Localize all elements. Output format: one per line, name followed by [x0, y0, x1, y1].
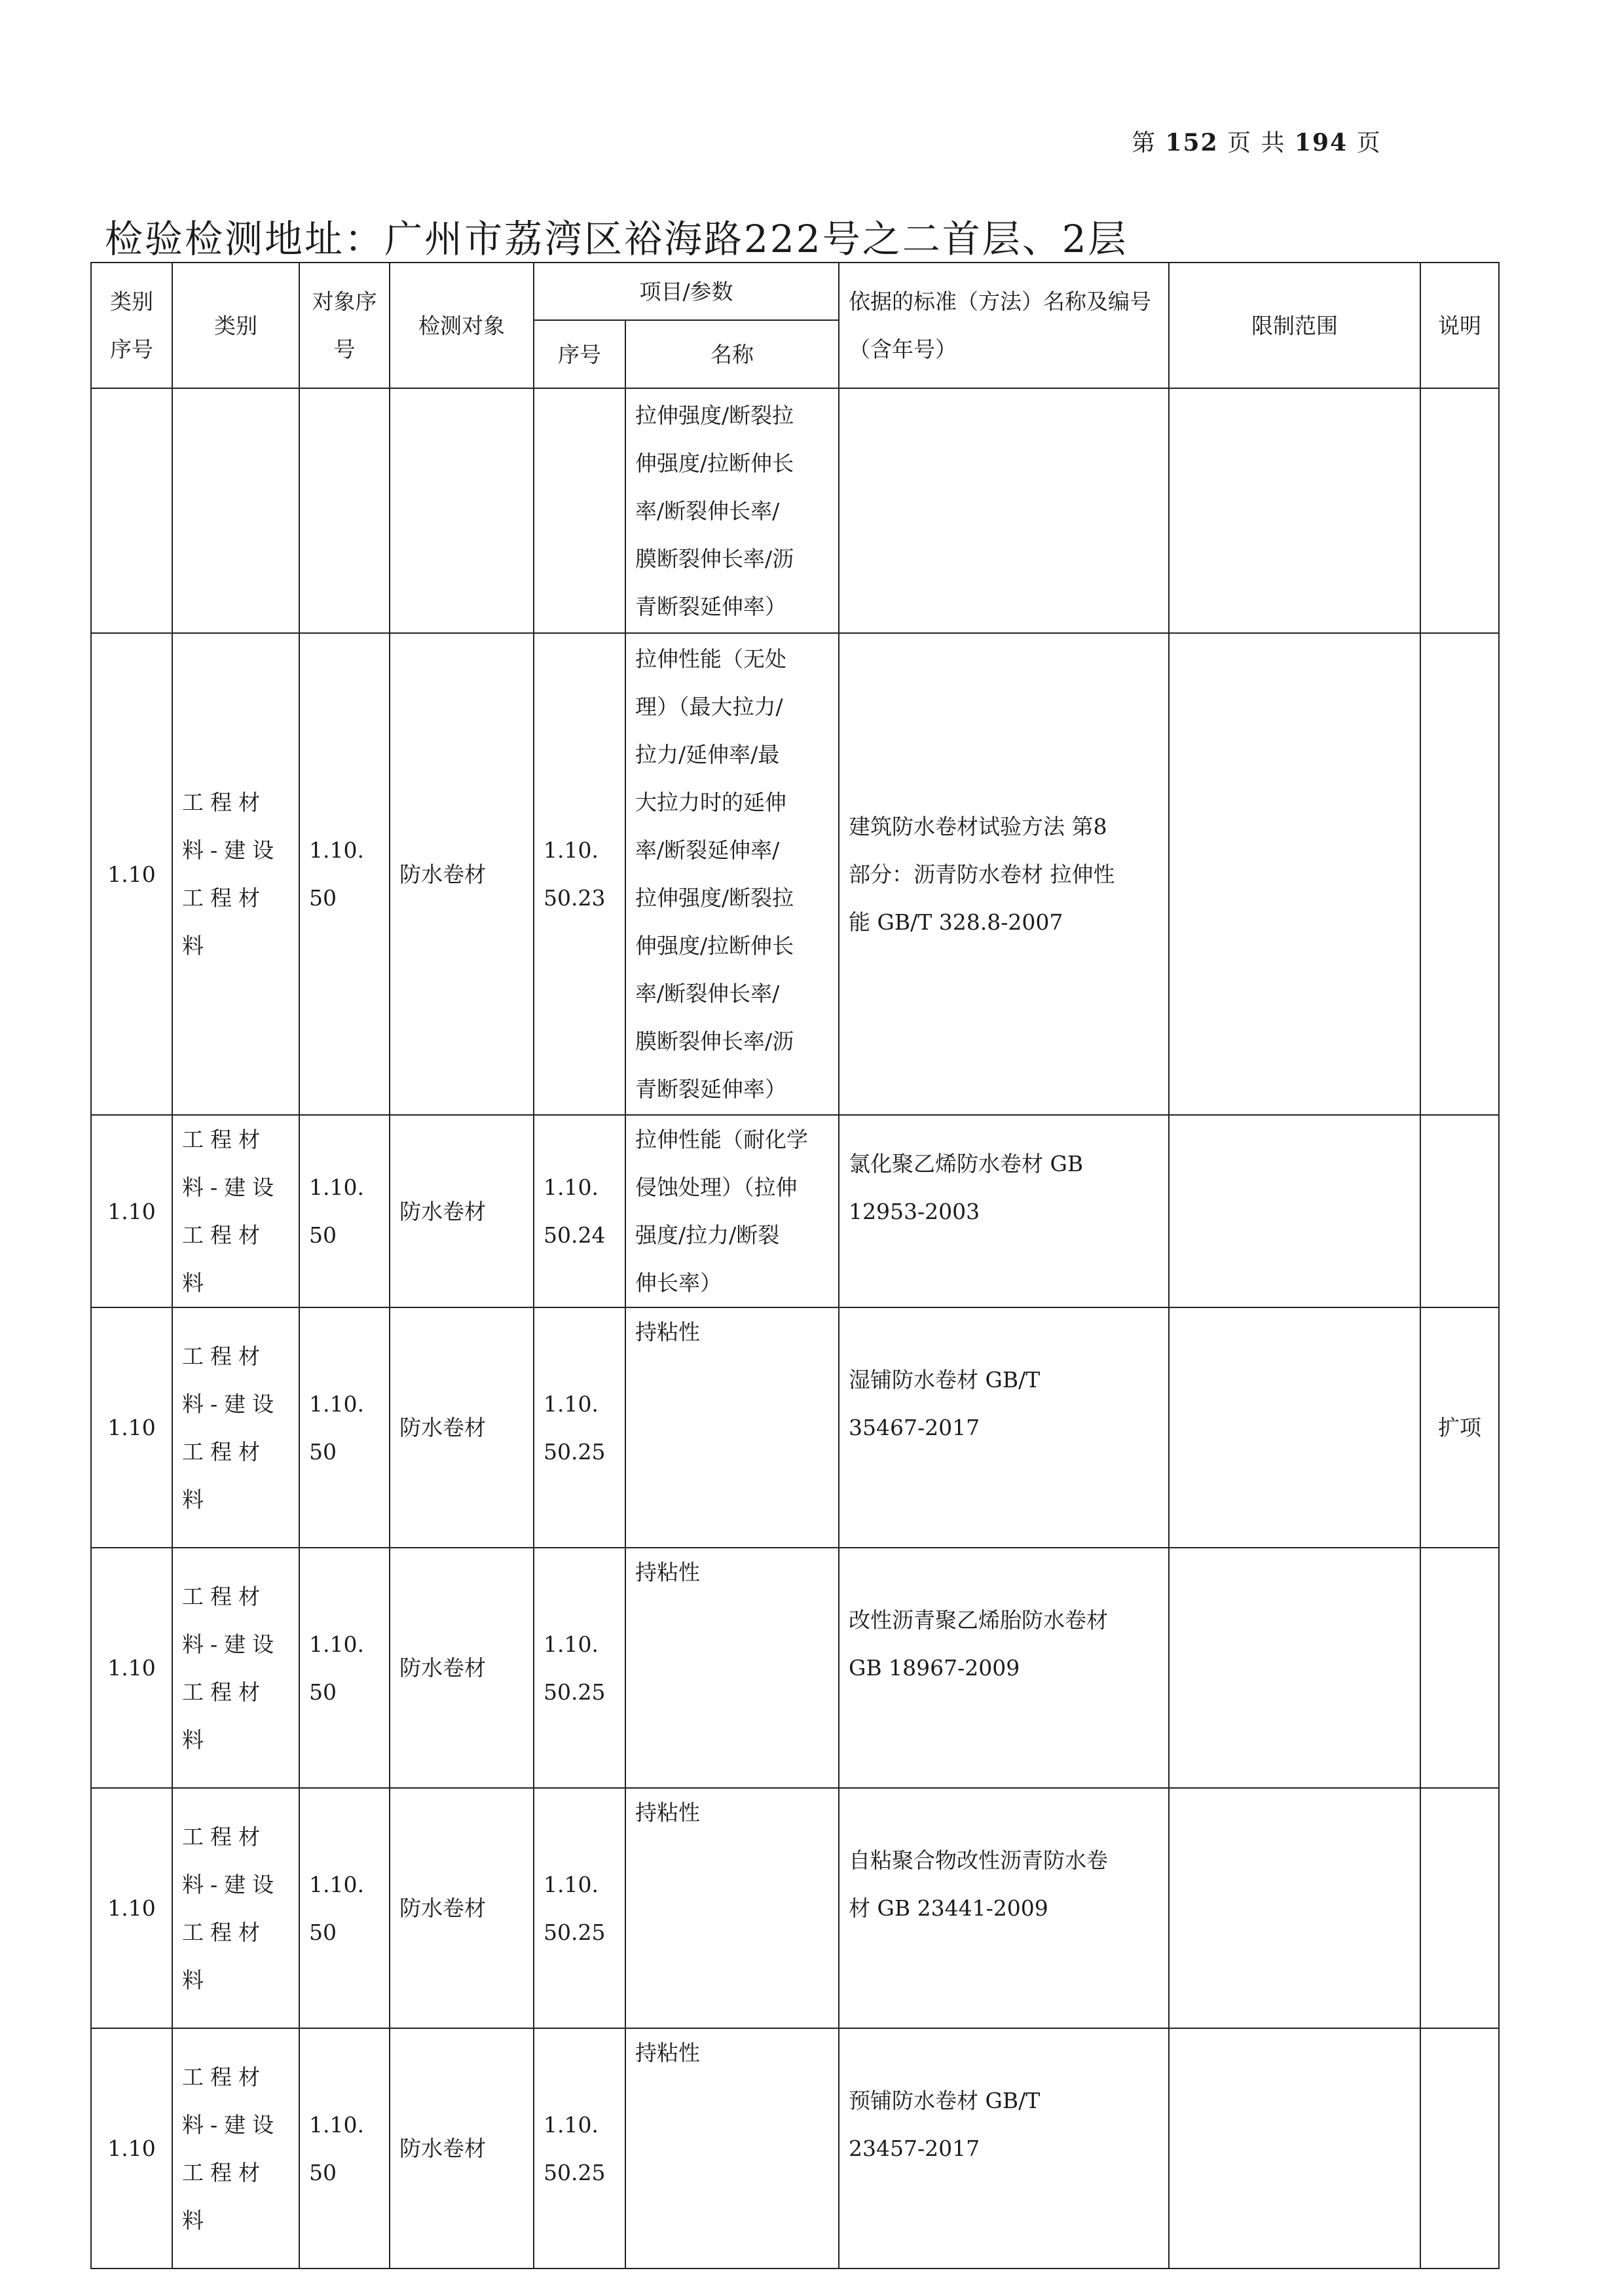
cell-category [172, 388, 299, 633]
cell-category-no: 1.10 [91, 1788, 172, 2028]
cell-object-no-line: 50 [309, 885, 337, 911]
cell-item-no-line: 1.10. [544, 2111, 599, 2138]
cell-category-line: 工程材 [182, 790, 267, 815]
cell-object-no [299, 388, 390, 633]
cell-limit [1169, 1307, 1420, 1548]
cell-object: 防水卷材 [390, 1115, 534, 1307]
cell-object-no-line: 50 [309, 1679, 337, 1705]
cell-standard [839, 388, 1169, 633]
cell-standard-line: 部分：沥青防水卷材 拉伸性 [849, 861, 1115, 887]
cell-category [172, 1115, 299, 1307]
page-number: 第 152 页 共 194 页 [1132, 129, 1382, 156]
cell-category-line: 工程材 [182, 1438, 267, 1465]
cell-standard-line: GB 18967-2009 [849, 1655, 1020, 1681]
header-standard: 依据的标准（方法）名称及编号（含年号） [839, 263, 1169, 388]
cell-item-name-line: 率/断裂延伸率/ [635, 837, 780, 863]
cell-item-no-line: 50.25 [544, 1679, 606, 1705]
cell-item-name-line [635, 1644, 829, 1692]
cell-standard-line [849, 1451, 1159, 1499]
cell-standard-line [849, 535, 1159, 583]
cell-item-name-line [635, 1596, 829, 1644]
cell-standard [839, 2028, 1169, 2269]
cell-standard [839, 1788, 1169, 2028]
cell-note [1420, 1548, 1499, 1788]
cell-note [1420, 388, 1499, 633]
cell-standard [839, 1307, 1169, 1548]
cell-category [172, 1788, 299, 2028]
cell-item-no-line [544, 463, 616, 511]
cell-item-name-line: 理）（最大拉力/ [635, 694, 783, 720]
cell-object-no-line: 1.10. [309, 2111, 364, 2138]
cell-object-no-line [309, 463, 380, 511]
cell-category-line [182, 415, 289, 463]
cell-limit [1169, 388, 1420, 633]
cell-category-line: 料-建设 [182, 1871, 281, 1897]
cell-category-line: 工程材 [182, 1222, 267, 1248]
cell-item-name-line [635, 2172, 829, 2220]
header-note: 说明 [1420, 263, 1499, 388]
cell-item-no-line: 50.23 [544, 885, 606, 911]
cell-category-line: 工程材 [182, 885, 267, 911]
cell-item-no [534, 1307, 625, 1548]
cell-item-name-line [635, 2077, 829, 2124]
cell-note [1420, 633, 1499, 1115]
cell-item-name-line [635, 1740, 829, 1787]
cell-standard-line: 35467-2017 [849, 1415, 980, 1440]
table-row [91, 633, 1499, 1115]
cell-item-name [625, 1788, 839, 2028]
cell-item-name-line: 大拉力时的延伸 [635, 790, 786, 815]
cell-standard [839, 1548, 1169, 1788]
header-item-name: 名称 [625, 320, 839, 388]
cell-category-line: 料 [182, 933, 210, 958]
cell-note [1420, 1115, 1499, 1307]
cell-item-name-line [635, 1884, 829, 1932]
cell-item-name-line [635, 1499, 829, 1547]
table-row [91, 1307, 1499, 1548]
table-row [91, 1788, 1499, 2028]
cell-limit [1169, 2028, 1420, 2269]
accreditation-table [90, 262, 1500, 2269]
table-row [91, 2028, 1499, 2269]
cell-item-no [534, 633, 625, 1115]
cell-object-no [299, 633, 390, 1115]
cell-standard-line: 氯化聚乙烯防水卷材 GB [849, 1150, 1084, 1176]
cell-object-no-line: 50 [309, 1919, 337, 1945]
cell-object-no-line: 1.10. [309, 1871, 364, 1897]
cell-item-name-line: 率/断裂伸长率/ [635, 981, 780, 1006]
cell-item-name-line: 侵蚀处理）（拉伸 [635, 1175, 798, 1200]
cell-category-line: 料-建设 [182, 1631, 281, 1657]
cell-item-name-line [635, 1404, 829, 1451]
cell-standard [839, 1115, 1169, 1307]
table-row [91, 1548, 1499, 1788]
cell-item-name-line: 伸强度/拉断伸长 [635, 933, 794, 958]
cell-object-no [299, 2028, 390, 2269]
cell-object-no [299, 1115, 390, 1307]
cell-standard-line [849, 2172, 1159, 2220]
cell-limit [1169, 1115, 1420, 1307]
cell-standard-line [849, 487, 1159, 535]
cell-item-name-line: 持粘性 [635, 2040, 700, 2066]
cell-category [172, 1307, 299, 1548]
cell-item-name-line: 伸长率） [635, 1270, 722, 1296]
cell-item-name-line: 拉力/延伸率/最 [635, 742, 780, 767]
cell-item-name-line: 拉伸强度/断裂拉 [635, 402, 794, 428]
cell-item-name [625, 2028, 839, 2269]
header-object: 检测对象 [390, 263, 534, 388]
cell-item-name-line: 拉伸强度/断裂拉 [635, 885, 794, 911]
header-category: 类别 [172, 263, 299, 388]
cell-standard-line [849, 1932, 1159, 1980]
cell-object-no-line: 1.10. [309, 1631, 364, 1657]
cell-item-no [534, 1548, 625, 1788]
cell-category-no: 1.10 [91, 1548, 172, 1788]
cell-item-no [534, 388, 625, 633]
cell-note [1420, 1788, 1499, 2028]
cell-category-no [91, 388, 172, 633]
cell-item-name-line [635, 1356, 829, 1404]
cell-item-no-line: 1.10. [544, 1631, 599, 1657]
cell-item-name-line: 膜断裂伸长率/沥 [635, 1029, 794, 1054]
cell-category-no: 1.10 [91, 2028, 172, 2269]
cell-standard-line: 能 GB/T 328.8-2007 [849, 909, 1063, 935]
cell-category-line [182, 511, 289, 558]
cell-item-name-line [635, 1836, 829, 1884]
table-row [91, 1115, 1499, 1307]
cell-object-no [299, 1548, 390, 1788]
cell-category-line: 料 [182, 2207, 210, 2233]
cell-item-name [625, 1115, 839, 1307]
cell-object: 防水卷材 [390, 633, 534, 1115]
cell-item-no-line: 50.25 [544, 2159, 606, 2185]
cell-item-name-line: 持粘性 [635, 1319, 700, 1345]
cell-item-no-line: 50.25 [544, 1919, 606, 1945]
cell-category-line: 工程材 [182, 1679, 267, 1705]
cell-object-no-line: 1.10. [309, 1391, 364, 1417]
cell-limit [1169, 1788, 1420, 2028]
cell-item-name-line [635, 1980, 829, 2028]
header-item-param: 项目/参数 [534, 263, 839, 320]
cell-item-name-line: 率/断裂伸长率/ [635, 498, 780, 524]
cell-limit [1169, 1548, 1420, 1788]
cell-standard-line: 12953-2003 [849, 1198, 980, 1224]
cell-standard-line: 湿铺防水卷材 GB/T [849, 1367, 1041, 1393]
cell-standard-line: 材 GB 23441-2009 [849, 1895, 1048, 1921]
cell-category-no: 1.10 [91, 1115, 172, 1307]
cell-item-no [534, 2028, 625, 2269]
cell-standard-line [849, 439, 1159, 487]
cell-category-line: 工程材 [182, 1583, 267, 1609]
cell-item-no-line: 1.10. [544, 1175, 599, 1200]
cell-category-line: 料 [182, 1270, 210, 1296]
cell-object: 防水卷材 [390, 1788, 534, 2028]
cell-category [172, 2028, 299, 2269]
cell-category-line: 工程材 [182, 1127, 267, 1152]
cell-item-name-line [635, 2220, 829, 2268]
cell-item-no [534, 1115, 625, 1307]
cell-note: 扩项 [1420, 1307, 1499, 1548]
cell-item-no-line: 50.24 [544, 1222, 606, 1248]
cell-object: 防水卷材 [390, 2028, 534, 2269]
cell-object-no-line: 1.10. [309, 1175, 364, 1200]
cell-item-name-line [635, 1692, 829, 1740]
cell-category-line: 料-建设 [182, 837, 281, 863]
cell-category-line: 料-建设 [182, 1175, 281, 1200]
cell-category-line: 工程材 [182, 1343, 267, 1369]
cell-item-name-line [635, 1451, 829, 1499]
header-limit: 限制范围 [1169, 263, 1420, 388]
cell-category-line: 工程材 [182, 1919, 267, 1945]
table-row [91, 388, 1499, 633]
cell-item-no-line: 1.10. [544, 1871, 599, 1897]
cell-standard-line: 预铺防水卷材 GB/T [849, 2088, 1041, 2113]
cell-item-name-line [635, 2124, 829, 2172]
cell-note [1420, 2028, 1499, 2269]
cell-category-line: 料 [182, 1726, 210, 1753]
cell-limit [1169, 633, 1420, 1115]
cell-item-name-line: 拉伸性能（无处 [635, 646, 786, 672]
testing-address: 检验检测地址：广州市荔湾区裕海路222号之二首层、2层 [105, 217, 1128, 261]
cell-category-line [182, 558, 289, 606]
cell-item-name-line: 膜断裂伸长率/沥 [635, 545, 794, 572]
cell-item-name-line [635, 1932, 829, 1980]
cell-standard-line: 23457-2017 [849, 2136, 980, 2161]
cell-standard-line: 自粘聚合物改性沥青防水卷 [849, 1848, 1108, 1873]
header-object-no: 对象序号 [299, 263, 390, 388]
cell-item-name [625, 1307, 839, 1548]
cell-standard-line: 建筑防水卷材试验方法 第8 [849, 813, 1107, 839]
cell-standard-line: 改性沥青聚乙烯胎防水卷材 [849, 1607, 1108, 1633]
cell-category-line: 料 [182, 1486, 210, 1512]
cell-category-line: 工程材 [182, 2159, 267, 2185]
cell-object-no-line: 50 [309, 1222, 337, 1248]
cell-category [172, 1548, 299, 1788]
header-item-no: 序号 [534, 320, 625, 388]
cell-category-no: 1.10 [91, 1307, 172, 1548]
cell-object-no-line: 50 [309, 2159, 337, 2185]
cell-category-line: 工程材 [182, 2064, 267, 2090]
cell-category-line [182, 463, 289, 511]
cell-object-no-line: 50 [309, 1438, 337, 1465]
cell-item-name-line: 拉伸性能（耐化学 [635, 1127, 808, 1152]
cell-item-name-line: 持粘性 [635, 1800, 700, 1825]
cell-category-line: 料 [182, 1967, 210, 1993]
cell-category-line: 工程材 [182, 1823, 267, 1850]
cell-item-no-line: 50.25 [544, 1438, 606, 1465]
cell-object-no-line: 1.10. [309, 837, 364, 863]
cell-object-no [299, 1307, 390, 1548]
cell-standard [839, 633, 1169, 1115]
cell-object-no [299, 1788, 390, 2028]
cell-object: 防水卷材 [390, 1548, 534, 1788]
cell-standard-line [849, 1692, 1159, 1740]
cell-object-no-line [309, 511, 380, 558]
cell-standard-line [849, 1235, 1159, 1283]
cell-item-name-line: 青断裂延伸率） [635, 593, 786, 619]
cell-item-name [625, 388, 839, 633]
cell-item-no [534, 1788, 625, 2028]
cell-item-name-line: 持粘性 [635, 1559, 700, 1585]
cell-item-no-line: 1.10. [544, 837, 599, 863]
cell-item-no-line [544, 511, 616, 558]
cell-item-name [625, 1548, 839, 1788]
cell-object: 防水卷材 [390, 1307, 534, 1548]
cell-category-no: 1.10 [91, 633, 172, 1115]
cell-item-name-line: 青断裂延伸率） [635, 1076, 786, 1102]
cell-object [390, 388, 534, 633]
cell-item-name-line: 强度/拉力/断裂 [635, 1222, 780, 1248]
cell-item-name-line: 伸强度/拉断伸长 [635, 450, 794, 476]
header-category-no: 类别序号 [91, 263, 172, 388]
cell-category-line: 料-建设 [182, 2111, 281, 2138]
cell-item-no-line: 1.10. [544, 1391, 599, 1417]
cell-category [172, 633, 299, 1115]
cell-item-name [625, 633, 839, 1115]
cell-category-line: 料-建设 [182, 1391, 281, 1417]
